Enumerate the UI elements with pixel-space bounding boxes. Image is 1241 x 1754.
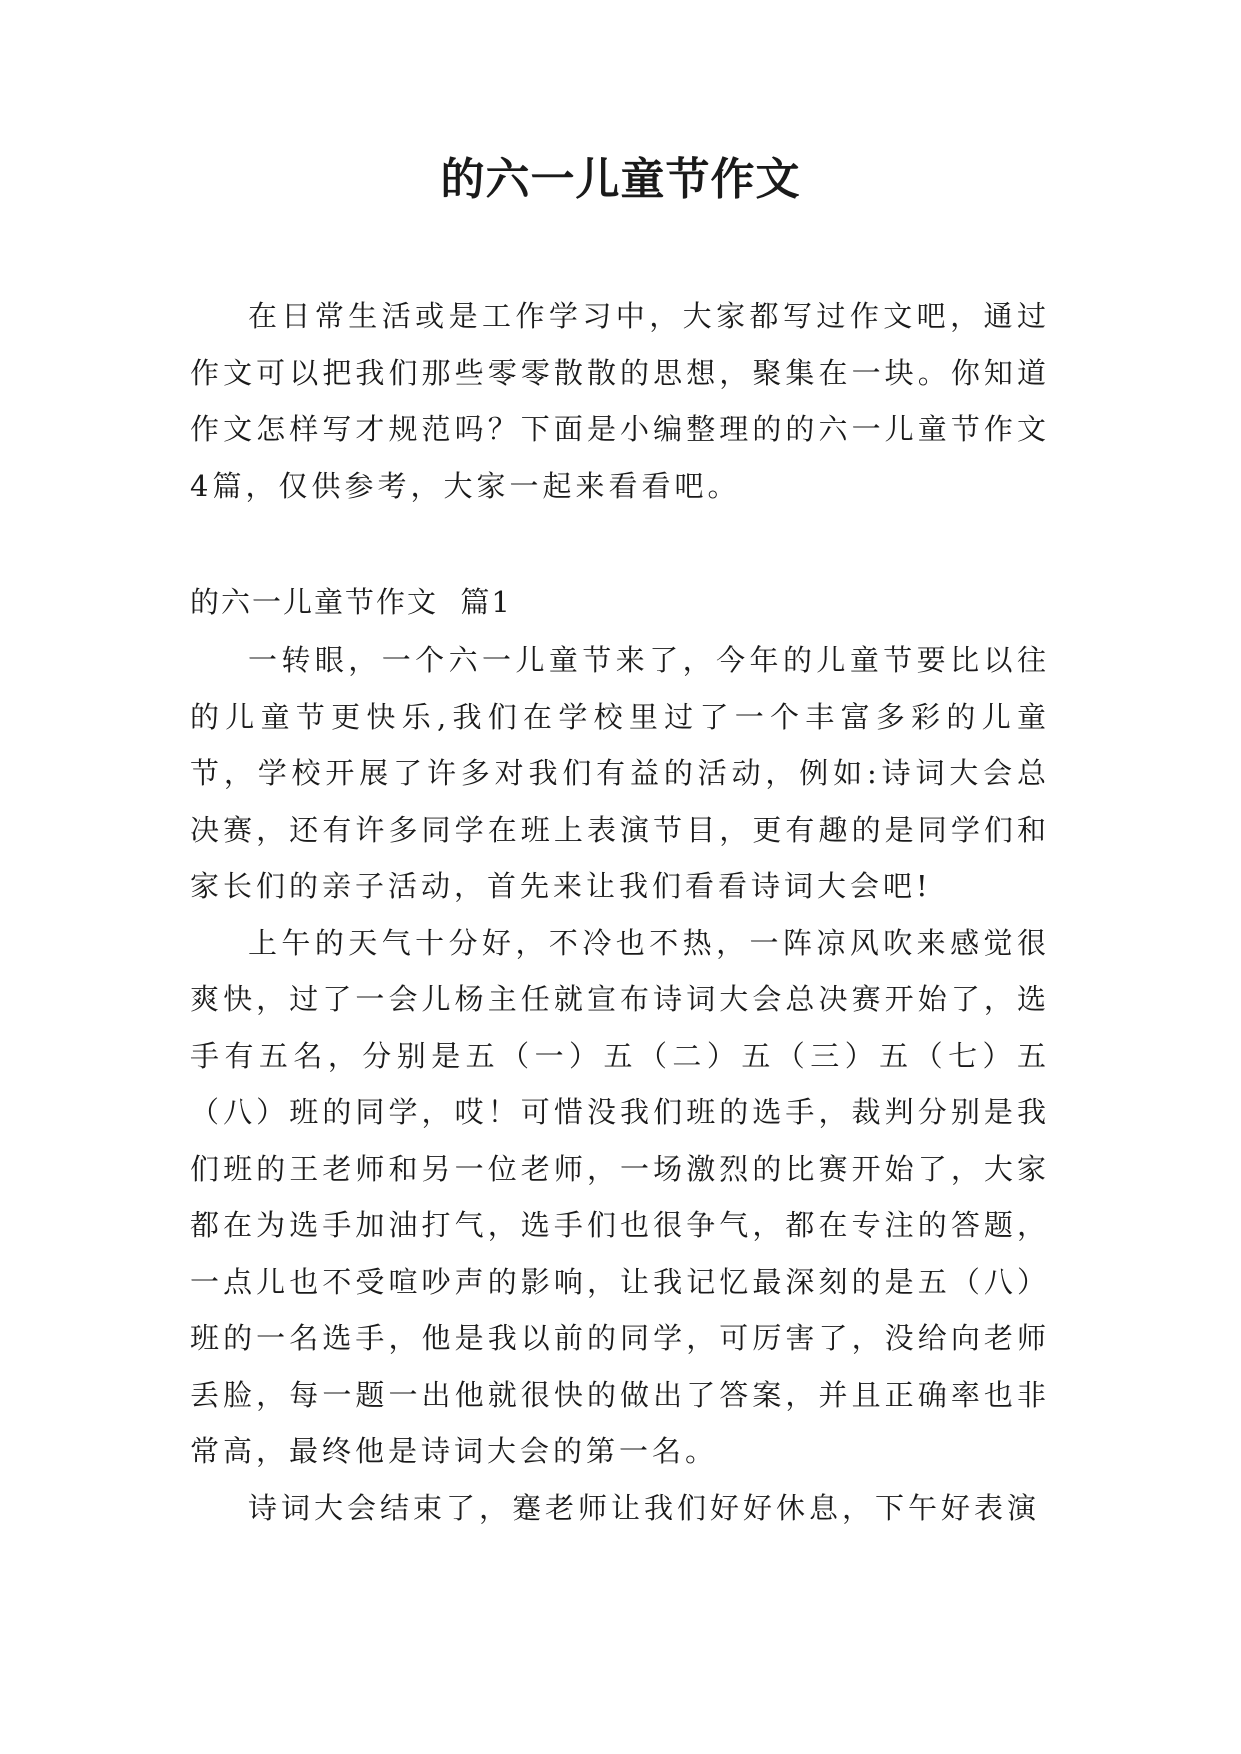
article-paragraph-1: 一转眼，一个六一儿童节来了，今年的儿童节要比以往的儿童节更快乐,我们在学校里过了一个丰富多彩的儿童节，学校开展了许多对我们有益的活动，例如:诗词大会总决赛，还有许多同学在班上表演节目，更有趣的是同学们和家长们的亲子活动，首先来让我们看看诗词大会吧! <box>190 643 1050 903</box>
article-paragraph-3: 诗词大会结束了，蹇老师让我们好好休息，下午好表演 <box>248 1490 1041 1525</box>
document-title: 的六一儿童节作文 <box>440 154 801 205</box>
article-paragraph-2: 上午的天气十分好，不冷也不热，一阵凉风吹来感觉很爽快，过了一会儿杨主任就宣布诗词大会总决赛开始了，选手有五名，分别是五（一）五（二）五（三）五（七）五（八）班的同学，哎！可惜没我们班的选手，裁判分别是我们班的王老师和另一位老师，一场激烈的比赛开始了，大家都在为选手加油打气，选手们也很争气，都在专注的答题，一点儿也不受喧吵声的影响，让我记忆最深刻的是五（八）班的一名选手，他是我以前的同学，可厉害了，没给向老师丢脸，每一题一出他就很快的做出了答案，并且正确率也非常高，最终他是诗词大会的第一名。 <box>190 925 1050 1468</box>
intro-section <box>190 288 1050 514</box>
section-heading: 的六一儿童节作文 篇1 <box>190 585 512 619</box>
intro-paragraph: 在日常生活或是工作学习中，大家都写过作文吧，通过作文可以把我们那些零零散散的思想，聚集在一块。你知道作文怎样写才规范吗？下面是小编整理的的六一儿童节作文4篇，仅供参考，大家一起来看看吧。 <box>190 299 1050 503</box>
article-body <box>190 632 1050 1536</box>
